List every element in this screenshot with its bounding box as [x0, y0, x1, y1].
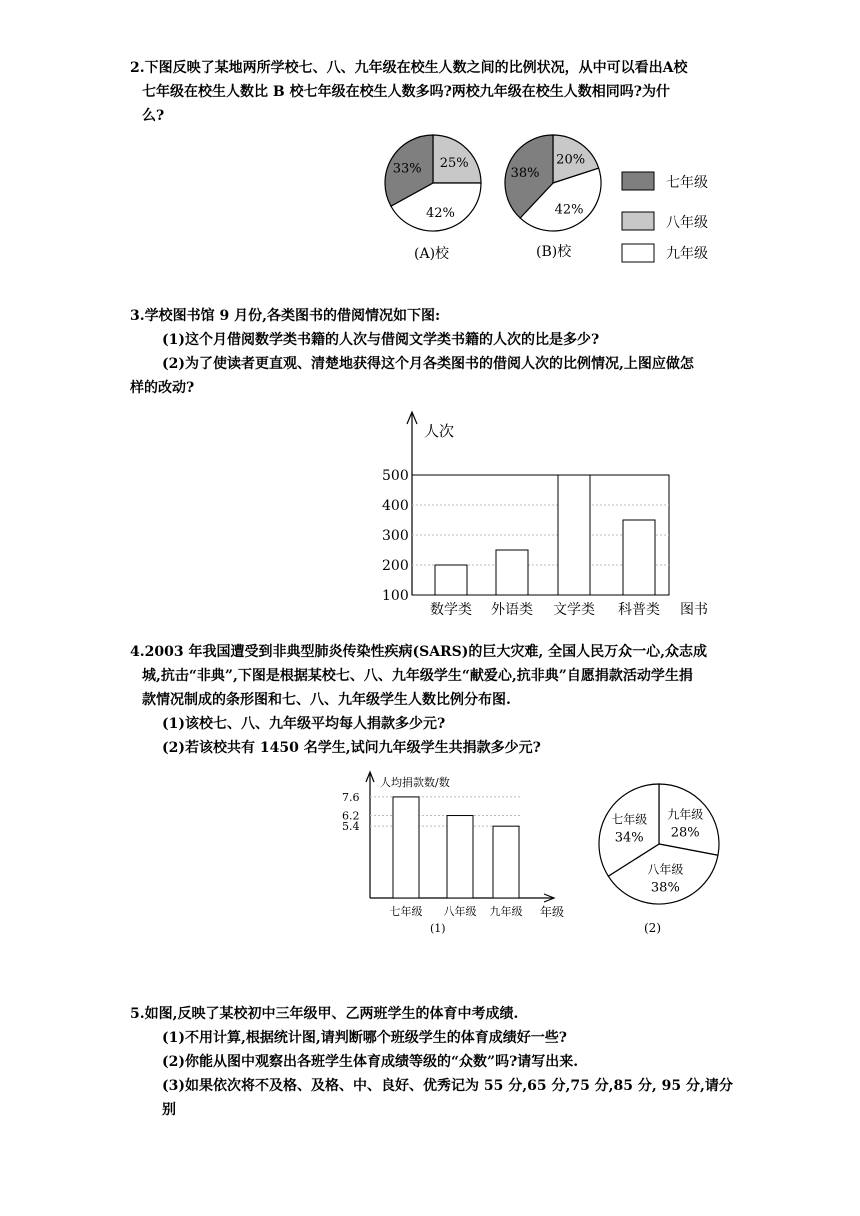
bar1-category-3: 科普类	[618, 602, 660, 618]
bar2-ytick-1: 6.2	[342, 809, 360, 823]
q4-line-4: (1)该校七、八、九年级平均每人捐款多少元?	[162, 716, 446, 732]
bar1-bar-1	[496, 550, 528, 595]
bar1-category-0: 数学类	[430, 602, 472, 618]
question-3	[130, 304, 735, 400]
q5-line-1: 5.如图,反映了某校初中三年级甲、乙两班学生的体育中考成绩.	[130, 1006, 519, 1022]
pie-b-title: (B)校	[536, 244, 572, 260]
bar1-ytick-2: 300	[382, 528, 409, 544]
q5-line-2: (1)不用计算,根据统计图,请判断哪个班级学生的体育成绩好一些?	[162, 1030, 567, 1046]
bar1-category-2: 文学类	[553, 602, 595, 618]
bar2-category-2: 九年级	[489, 905, 523, 918]
bar1-ytick-0: 100	[382, 588, 409, 604]
pie1-value-2: 42%	[554, 202, 584, 218]
bar1-ytick-3: 400	[382, 498, 409, 514]
q2-line-3: 么?	[142, 108, 165, 124]
pie4-label-1: 九年级	[667, 807, 704, 822]
bar1-xlabel: 图书	[680, 602, 708, 618]
school-pie-charts	[380, 130, 740, 270]
pie-legend	[622, 172, 708, 262]
pie4-label-2: 八年级	[647, 862, 684, 877]
pie-a-title: (A)校	[414, 246, 450, 262]
q3-line-2: (1)这个月借阅数学类书籍的人次与借阅文学类书籍的人次的比是多少?	[162, 332, 600, 348]
pie-chart-a	[385, 135, 481, 231]
q4-line-2: 城,抗击“非典”,下图是根据某校七、八、九年级学生“献爱心,抗非典”自愿捐款活动学生捐	[142, 668, 693, 684]
bar2-bar-1	[447, 816, 473, 898]
pie3-caption: (2)	[644, 921, 661, 935]
question-2	[130, 56, 735, 128]
q4-line-1: 4.2003 年我国遭受到非典型肺炎传染性疾病(SARS)的巨大灾难, 全国人民万众一心,众志成	[130, 644, 708, 660]
pie4-value-1: 28%	[670, 825, 700, 841]
legend-label-grade8: 八年级	[666, 215, 708, 231]
library-bar-chart	[380, 410, 720, 625]
donation-bar-chart	[340, 770, 580, 940]
bar2-xlabel: 年级	[540, 905, 565, 919]
bar2-ytick-2: 5.4	[342, 820, 360, 834]
bar1-ylabel: 人次	[424, 422, 455, 440]
bar2-caption: (1)	[430, 922, 446, 935]
q2-line-1: 2.下图反映了某地两所学校七、八、九年级在校生人数之间的比例状况，从中可以看出A校	[130, 60, 688, 76]
bar2-tick-labels	[342, 791, 360, 833]
q2-line-2: 七年级在校生人数比 B 校七年级在校生人数多吗?两校九年级在校生人数相同吗?为什	[142, 84, 670, 100]
question-4	[130, 640, 735, 760]
q3-line-3: (2)为了使读者更直观、清楚地获得这个月各类图书的借阅人次的比例情况,上图应做怎	[162, 356, 694, 372]
bar1-ytick-4: 500	[382, 468, 409, 484]
question-5	[130, 1002, 735, 1122]
pie0-value-1: 25%	[439, 155, 469, 171]
bar1-tick-labels	[382, 468, 409, 604]
pie1-value-0: 38%	[510, 165, 540, 181]
q4-line-5: (2)若该校共有 1450 名学生,试问九年级学生共捐款多少元?	[162, 740, 541, 756]
bar2-category-1: 八年级	[443, 905, 477, 918]
pie0-value-2: 42%	[426, 206, 455, 222]
bar1-ytick-1: 200	[382, 558, 409, 574]
bar2-bars	[393, 797, 519, 898]
pie4-label-0: 七年级	[611, 812, 648, 827]
bar2-ylabel: 人均捐款数/数	[380, 776, 450, 789]
bar1-bar-2	[558, 475, 590, 595]
pie-chart-b	[505, 135, 601, 231]
bar1-category-labels	[430, 601, 660, 618]
q5-line-3: (2)你能从图中观察出各班学生体育成绩等级的“众数”吗?请写出来.	[162, 1054, 579, 1070]
legend-label-grade9: 九年级	[666, 246, 708, 262]
bar2-bar-2	[493, 826, 519, 898]
legend-swatch-grade8	[622, 212, 654, 230]
bar2-ytick-0: 7.6	[342, 790, 360, 804]
legend-swatch-grade7	[622, 172, 654, 190]
bar2-category-0: 七年级	[389, 905, 423, 918]
pie0-value-0: 33%	[392, 161, 422, 177]
bar1-category-1: 外语类	[491, 602, 533, 618]
bar1-bar-0	[435, 565, 467, 595]
q4-line-3: 款情况制成的条形图和七、八、九年级学生人数比例分布图.	[142, 692, 511, 708]
pie4-value-0: 34%	[614, 830, 644, 846]
q5-line-4: (3)如果依次将不及格、及格、中、良好、优秀记为 55 分,65 分,75 分,85 分, 95 分,请分别	[162, 1078, 733, 1118]
bar1-bar-3	[623, 520, 655, 595]
pie3-slices	[599, 784, 719, 904]
q3-line-4: 样的改动?	[130, 380, 195, 396]
bar2-category-labels	[390, 904, 523, 918]
q3-line-1: 3.学校图书馆 9 月份,各类图书的借阅情况如下图:	[130, 308, 441, 324]
legend-label-grade7: 七年级	[666, 175, 708, 191]
pie4-value-2: 38%	[650, 880, 680, 896]
pie1-value-1: 20%	[556, 152, 586, 168]
bar2-bar-0	[393, 797, 419, 898]
legend-swatch-grade9	[622, 244, 654, 262]
grade-share-pie	[596, 778, 726, 938]
